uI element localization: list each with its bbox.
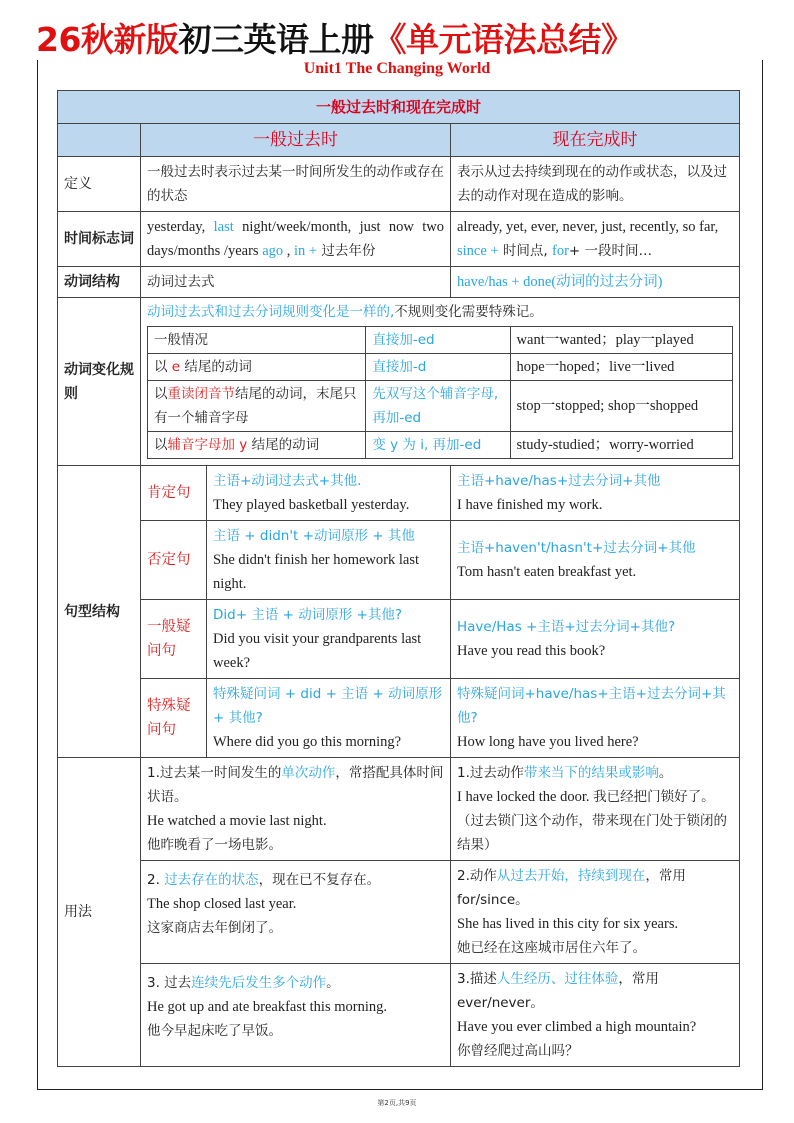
- sentence-past-rule: 主语+动词过去式+其他.: [213, 473, 362, 489]
- usage-perfect-pre: 1.过去动作: [457, 765, 524, 781]
- table-title: 一般过去时和现在完成时: [58, 91, 740, 124]
- row-label-usage: 用法: [58, 758, 141, 1067]
- banner-red2: 《单元语法总结》: [373, 20, 634, 59]
- tm-past-last: last: [213, 219, 234, 235]
- sentence-past: [207, 600, 451, 679]
- sentence-perfect-example: Tom hasn't eaten breakfast yet.: [457, 564, 637, 580]
- usage-past-example-en: He got up and ate breakfast this morning.: [147, 999, 387, 1015]
- time-markers-past: [141, 212, 451, 267]
- rule-case-post: 结尾的动词: [180, 359, 252, 375]
- row-label-definition: 定义: [58, 157, 141, 212]
- usage-perfect-example-en: I have locked the door.: [457, 789, 590, 805]
- rule-case-post: 结尾的动词: [247, 437, 320, 453]
- usage-perfect-hl: 带来当下的结果或影响: [523, 765, 659, 781]
- row-label-verb-rules: 动词变化规则: [58, 298, 141, 466]
- usage-past-hl: 连续先后发生多个动作: [191, 975, 327, 991]
- sentence-type: 否定句: [141, 521, 207, 600]
- sentence-past-example: They played basketball yesterday.: [213, 497, 410, 513]
- rule-case: [148, 432, 366, 459]
- rule-case-hl: e: [171, 359, 181, 375]
- usage-perfect-rule: [457, 761, 733, 785]
- header-blank: [58, 124, 141, 157]
- usage-perfect-hl: 人生经历、过往体验: [496, 971, 619, 987]
- definition-perfect: 表示从过去持续到现在的动作或状态，以及过去的动作对现在造成的影响。: [451, 157, 740, 212]
- sentence-past-rule: 主语 + didn't +动词原形 + 其他: [213, 528, 415, 544]
- sentence-perfect-rule: Have/Has +主语+过去分词+其他?: [457, 619, 676, 635]
- tm-perf-for: for: [551, 243, 569, 259]
- tm-past-ago: ago: [262, 243, 284, 259]
- sentence-past-rule: 特殊疑问词 + did + 主语 + 动词原形 + 其他?: [213, 686, 443, 726]
- sentence-past-rule: Did+ 主语 + 动词原形 +其他?: [213, 607, 402, 623]
- verb-rules-table: [147, 326, 733, 459]
- usage-perfect-example-en: She has lived in this city for six years.: [457, 916, 679, 932]
- sentence-perfect: [451, 600, 740, 679]
- grammar-table: [57, 90, 740, 1067]
- verb-rules-intro-blue: 动词过去式和过去分词规则变化是一样的,: [147, 304, 395, 320]
- usage-past-hl: 单次动作: [281, 765, 336, 781]
- usage-perfect-pre: 2.动作: [457, 868, 497, 884]
- usage-past-rule: [147, 868, 444, 892]
- row-label-verb-structure: 动词结构: [58, 267, 141, 298]
- tm-perf-since: since +: [457, 243, 499, 259]
- usage-perfect-post: ，常用 ever/never。: [457, 971, 659, 1011]
- tm-past-a: yesterday,: [147, 219, 214, 235]
- rule-example: stop一stopped; shop一shopped: [510, 381, 732, 432]
- unit-title: Unit1 The Changing World: [303, 60, 491, 77]
- sentence-past: [207, 521, 451, 600]
- usage-past-rule: [147, 971, 444, 995]
- sentence-perfect: [451, 679, 740, 758]
- sentence-perfect: [451, 466, 740, 521]
- sentence-perfect-example: I have finished my work.: [457, 497, 603, 513]
- usage-past: [141, 964, 451, 1067]
- rule-method: 变 y 为 i, 再加-ed: [366, 432, 510, 459]
- sentence-type: 特殊疑问句: [141, 679, 207, 758]
- sentence-perfect-rule: 主语+have/has+过去分词+其他: [457, 473, 661, 489]
- verb-rule-row: [148, 354, 733, 381]
- usage-perfect-example-zh: 你曾经爬过高山吗？: [457, 1043, 579, 1059]
- rule-method: 直接加-d: [366, 354, 510, 381]
- usage-past-example-en: He watched a movie last night.: [147, 813, 327, 829]
- usage-past-pre: 3. 过去: [147, 975, 192, 991]
- rule-case-text: 一般情况: [154, 332, 208, 348]
- usage-perfect-post: 。: [658, 765, 673, 781]
- usage-past-post: 。: [326, 975, 340, 991]
- rule-case-pre: 以: [154, 386, 168, 402]
- usage-perfect: [451, 758, 740, 861]
- sentence-type: 一般疑问句: [141, 600, 207, 679]
- usage-past-rule: [147, 761, 444, 809]
- usage-perfect-rule: [457, 967, 733, 1015]
- verb-rule-row: [148, 327, 733, 354]
- banner-title: [36, 14, 633, 58]
- usage-perfect: [451, 861, 740, 964]
- usage-perfect-hl: 从过去开始，持续到现在: [496, 868, 646, 884]
- sentence-perfect-rule: 特殊疑问词+have/has+主语+过去分词+其他?: [457, 686, 726, 726]
- usage-past: [141, 861, 451, 964]
- row-label-time-markers: 时间标志词: [58, 212, 141, 267]
- tm-perf-a: already, yet, ever, never, just, recently, so far,: [457, 219, 719, 235]
- rule-example: want一wanted；play一played: [510, 327, 732, 354]
- usage-perfect-example-zh: 我已经把门锁好了。（过去锁门这个动作，带来现在门处于锁闭的结果）: [457, 789, 727, 853]
- tm-past-e: ,: [283, 243, 294, 259]
- verb-rules-intro-black: 不规则变化需要特殊记。: [394, 304, 543, 320]
- verb-structure-past: 动词过去式: [141, 267, 451, 298]
- sentence-perfect: [451, 521, 740, 600]
- sentence-perfect-example: How long have you lived here?: [457, 734, 639, 750]
- usage-past-example-zh: 这家商店去年倒闭了。: [147, 920, 282, 936]
- usage-perfect-rule: [457, 864, 733, 912]
- verb-rule-row: [148, 432, 733, 459]
- verb-rules-cell: [141, 298, 740, 466]
- usage-past-post: ，常搭配具体时间状语。: [147, 765, 444, 805]
- sentence-type: 肯定句: [141, 466, 207, 521]
- rule-case-pre: 以: [154, 437, 168, 453]
- usage-perfect-pre: 3.描述: [457, 971, 497, 987]
- rule-case: [148, 381, 366, 432]
- tm-past-g: 过去年份: [317, 243, 376, 259]
- usage-past: [141, 758, 451, 861]
- rule-case-post: 结尾的动词，末尾只有一个辅音字母: [154, 386, 357, 426]
- time-markers-perfect: [451, 212, 740, 267]
- usage-past-post: ，现在已不复存在。: [258, 872, 381, 888]
- sentence-perfect-example: Have you read this book?: [457, 643, 606, 659]
- verb-rules-intro: [147, 300, 733, 324]
- row-label-sentence: 句型结构: [58, 466, 141, 758]
- rule-case: [148, 327, 366, 354]
- usage-past-hl: 过去存在的状态: [164, 872, 259, 888]
- definition-past: 一般过去时表示过去某一时间所发生的动作或存在的状态: [141, 157, 451, 212]
- tm-perf-c: 时间点,: [498, 243, 552, 259]
- sentence-past-example: Did you visit your grandparents last week?: [213, 631, 422, 671]
- rule-example: hope一hoped；live一lived: [510, 354, 732, 381]
- usage-past-pre: 2.: [147, 872, 165, 888]
- verb-structure-perfect: have/has + done(动词的过去分词): [451, 267, 740, 298]
- rule-method: 直接加-ed: [366, 327, 510, 354]
- col-header-perfect: 现在完成时: [451, 124, 740, 157]
- usage-perfect-example: [457, 785, 733, 857]
- tm-perf-e: + 一段时间…: [568, 243, 653, 259]
- banner-red: 26秋新版: [36, 20, 179, 59]
- rule-case: [148, 354, 366, 381]
- banner-black: 初三英语上册: [178, 20, 374, 59]
- sentence-past: [207, 466, 451, 521]
- usage-perfect-post: ，常用 for/since。: [457, 868, 686, 908]
- usage-past-example-en: The shop closed last year.: [147, 896, 297, 912]
- rule-example: study-studied；worry-worried: [510, 432, 732, 459]
- usage-past-pre: 1.过去某一时间发生的: [147, 765, 282, 781]
- tm-past-c: night/week/month, just now two days/months /years: [147, 219, 444, 259]
- rule-method: 先双写这个辅音字母, 再加-ed: [366, 381, 510, 432]
- col-header-past: 一般过去时: [141, 124, 451, 157]
- sentence-perfect-rule: 主语+haven't/hasn't+过去分词+其他: [457, 540, 696, 556]
- usage-past-example-zh: 他昨晚看了一场电影。: [147, 837, 282, 853]
- sentence-past-example: Where did you go this morning?: [213, 734, 402, 750]
- usage-perfect-example-zh: 她已经在这座城市居住六年了。: [457, 940, 646, 956]
- rule-case-pre: 以: [154, 359, 172, 375]
- rule-case-hl: 重读闭音节: [167, 386, 235, 402]
- tm-past-in: in +: [294, 243, 318, 259]
- usage-past-example-zh: 他今早起床吃了早饭。: [147, 1023, 282, 1039]
- sentence-past: [207, 679, 451, 758]
- rule-case-hl: 辅音字母加 y: [167, 437, 248, 453]
- usage-perfect: [451, 964, 740, 1067]
- verb-rule-row: [148, 381, 733, 432]
- page-footer: 第2页,共9页: [377, 1099, 417, 1107]
- usage-perfect-example-en: Have you ever climbed a high mountain?: [457, 1019, 697, 1035]
- sentence-past-example: She didn't finish her homework last night.: [213, 552, 419, 592]
